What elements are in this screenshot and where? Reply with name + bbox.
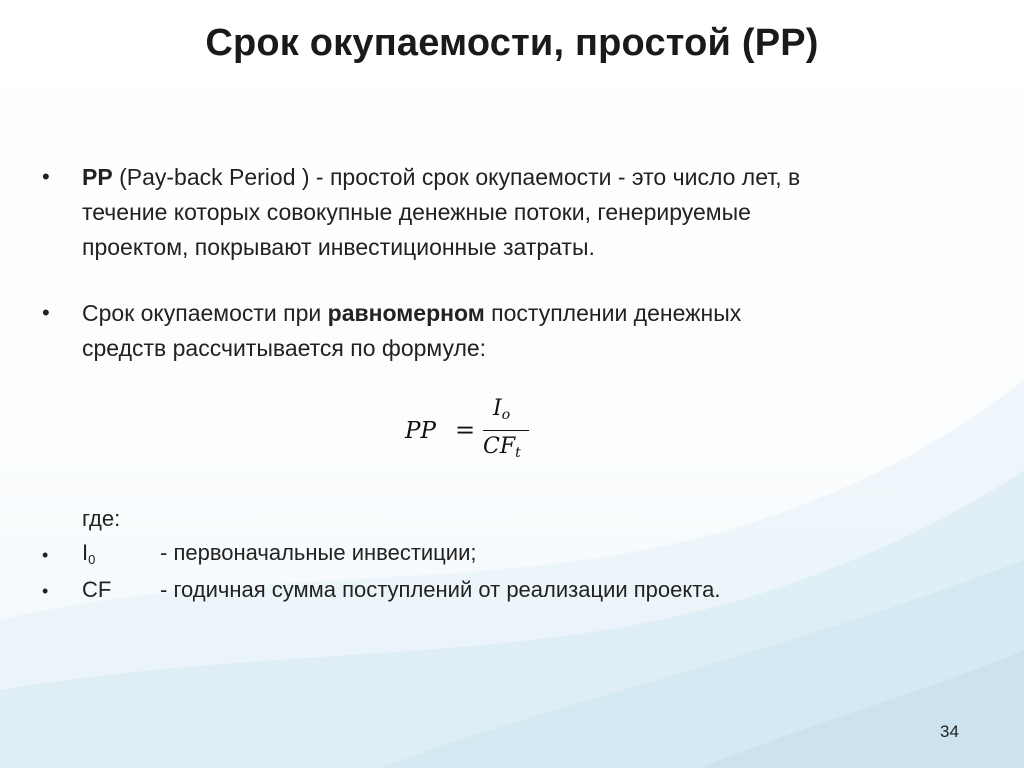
bullet-2-after: поступлении денежных: [484, 300, 742, 326]
bullet-1-line-3: проектом, покрывают инвестиционные затраты.: [82, 234, 595, 260]
numerator-symbol: I: [493, 396, 502, 421]
definition-term: [82, 577, 111, 604]
bullet-1-line-1: [82, 160, 982, 195]
bullet-symbol: •: [42, 164, 50, 189]
page-number: 34: [940, 722, 959, 741]
bullet-symbol: •: [42, 545, 49, 565]
term-pp: PP: [82, 164, 113, 190]
denominator-symbol: CF: [483, 434, 516, 459]
term-symbol: I: [82, 540, 89, 565]
formula-numerator: [493, 396, 510, 423]
bullet-1-line-2: течение которых совокупные денежные потоки, генерируемые: [82, 199, 751, 225]
definition-description: - годичная сумма поступлений от реализации проекта.: [160, 577, 721, 602]
bullet-symbol: •: [42, 581, 49, 601]
fraction-bar: [483, 430, 529, 431]
bullet-2-text: [82, 296, 982, 366]
bullet-2-before: Срок окупаемости при: [82, 300, 328, 326]
bullet-symbol: •: [42, 300, 50, 325]
formula-lhs: PP: [405, 418, 436, 444]
payback-formula: [405, 396, 545, 476]
definition-term: [82, 540, 95, 567]
definition-description: - первоначальные инвестиции;: [160, 540, 477, 565]
term-subscript: 0: [88, 552, 96, 567]
bullet-2-line-2: средств рассчитывается по формуле:: [82, 335, 487, 361]
bullet-2-emphasis: равномерном: [327, 300, 485, 326]
bullet-2-line-1: [82, 296, 982, 331]
term-symbol: CF: [82, 577, 112, 602]
where-label: где:: [82, 506, 121, 531]
bullet-1-text: [82, 160, 982, 265]
formula-denominator: [483, 434, 521, 461]
bullet-1-definition: (Pay-back Period ) - простой срок окупаемости - это число лет, в: [112, 164, 801, 190]
numerator-subscript: o: [501, 407, 511, 423]
denominator-subscript: t: [515, 445, 521, 461]
formula-equals: =: [455, 416, 476, 444]
slide-title: Срок окупаемости, простой (PP): [205, 22, 819, 64]
